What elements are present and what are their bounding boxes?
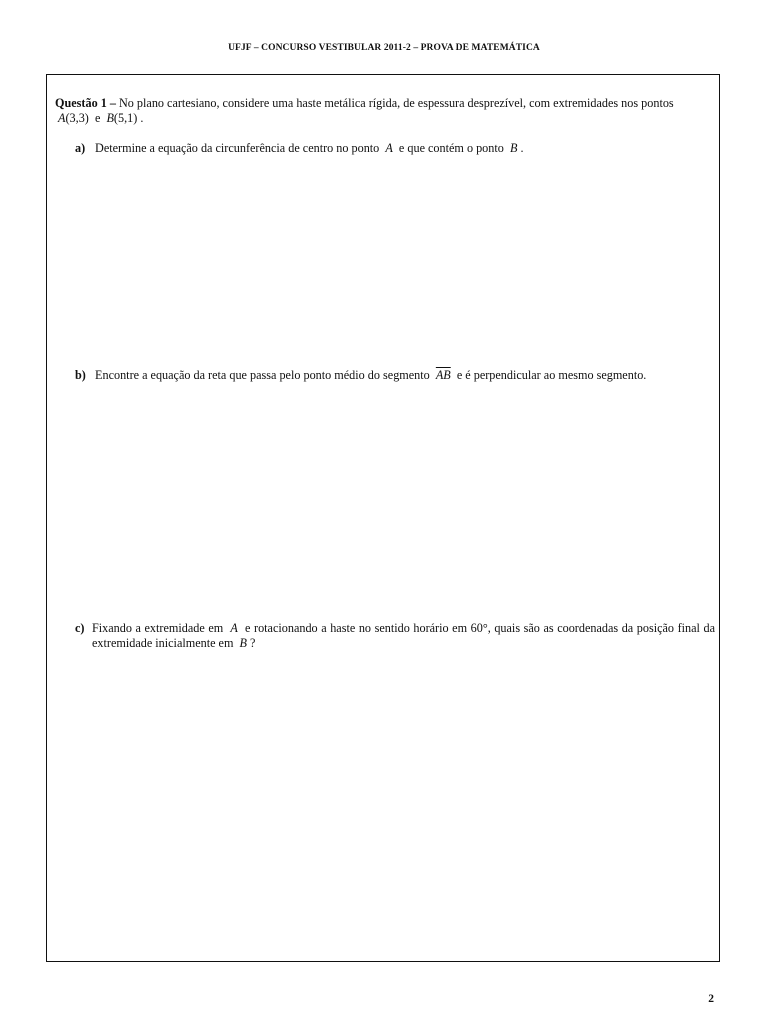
part-a-text-3: . xyxy=(520,141,524,155)
part-c-var-2: B xyxy=(239,636,247,650)
point-b-name: B xyxy=(106,111,114,125)
part-c-body xyxy=(92,621,715,651)
segment-ab: $\overline{AB}$ xyxy=(435,368,451,382)
part-c-text-3: ? xyxy=(250,636,256,650)
part-a-var-2: B xyxy=(509,141,518,155)
part-b xyxy=(75,368,715,383)
part-c-label: c) xyxy=(75,621,85,635)
point-a-name: A xyxy=(58,111,66,125)
intro-end: . xyxy=(140,111,144,125)
connector-word: e xyxy=(94,111,101,125)
part-a-label: a) xyxy=(75,141,86,155)
point-a-coords: (3,3) xyxy=(65,111,89,125)
part-a-text-1: Determine a equação da circunferência de centro no ponto xyxy=(95,141,380,155)
page-number: 2 xyxy=(708,993,714,1005)
part-c-text-1: Fixando a extremidade em xyxy=(92,621,224,635)
part-a xyxy=(75,141,715,156)
part-a-var-1: A xyxy=(385,141,393,155)
page-header: UFJF – CONCURSO VESTIBULAR 2011-2 – PROVA DE MATEMÁTICA xyxy=(228,43,540,53)
part-b-text-2: e é perpendicular ao mesmo segmento. xyxy=(456,368,647,382)
part-a-text-2: e que contém o ponto xyxy=(398,141,504,155)
part-c-text-2: e rotacionando a haste no sentido horário em 60°, quais são as coordenadas da posição final da extremidade inicialmente em xyxy=(92,621,716,650)
part-b-label: b) xyxy=(75,368,86,382)
part-b-text-1: Encontre a equação da reta que passa pelo ponto médio do segmento xyxy=(95,368,430,382)
question-text: No plano cartesiano, considere uma haste metálica rígida, de espessura desprezível, com extremidades nos pontos xyxy=(115,96,674,110)
question-statement xyxy=(55,96,715,126)
part-c xyxy=(75,621,715,651)
point-b-coords: (5,1) xyxy=(113,111,138,125)
answer-frame xyxy=(46,74,720,962)
part-c-var-1: A xyxy=(230,621,238,635)
question-label: Questão 1 – xyxy=(55,96,116,110)
